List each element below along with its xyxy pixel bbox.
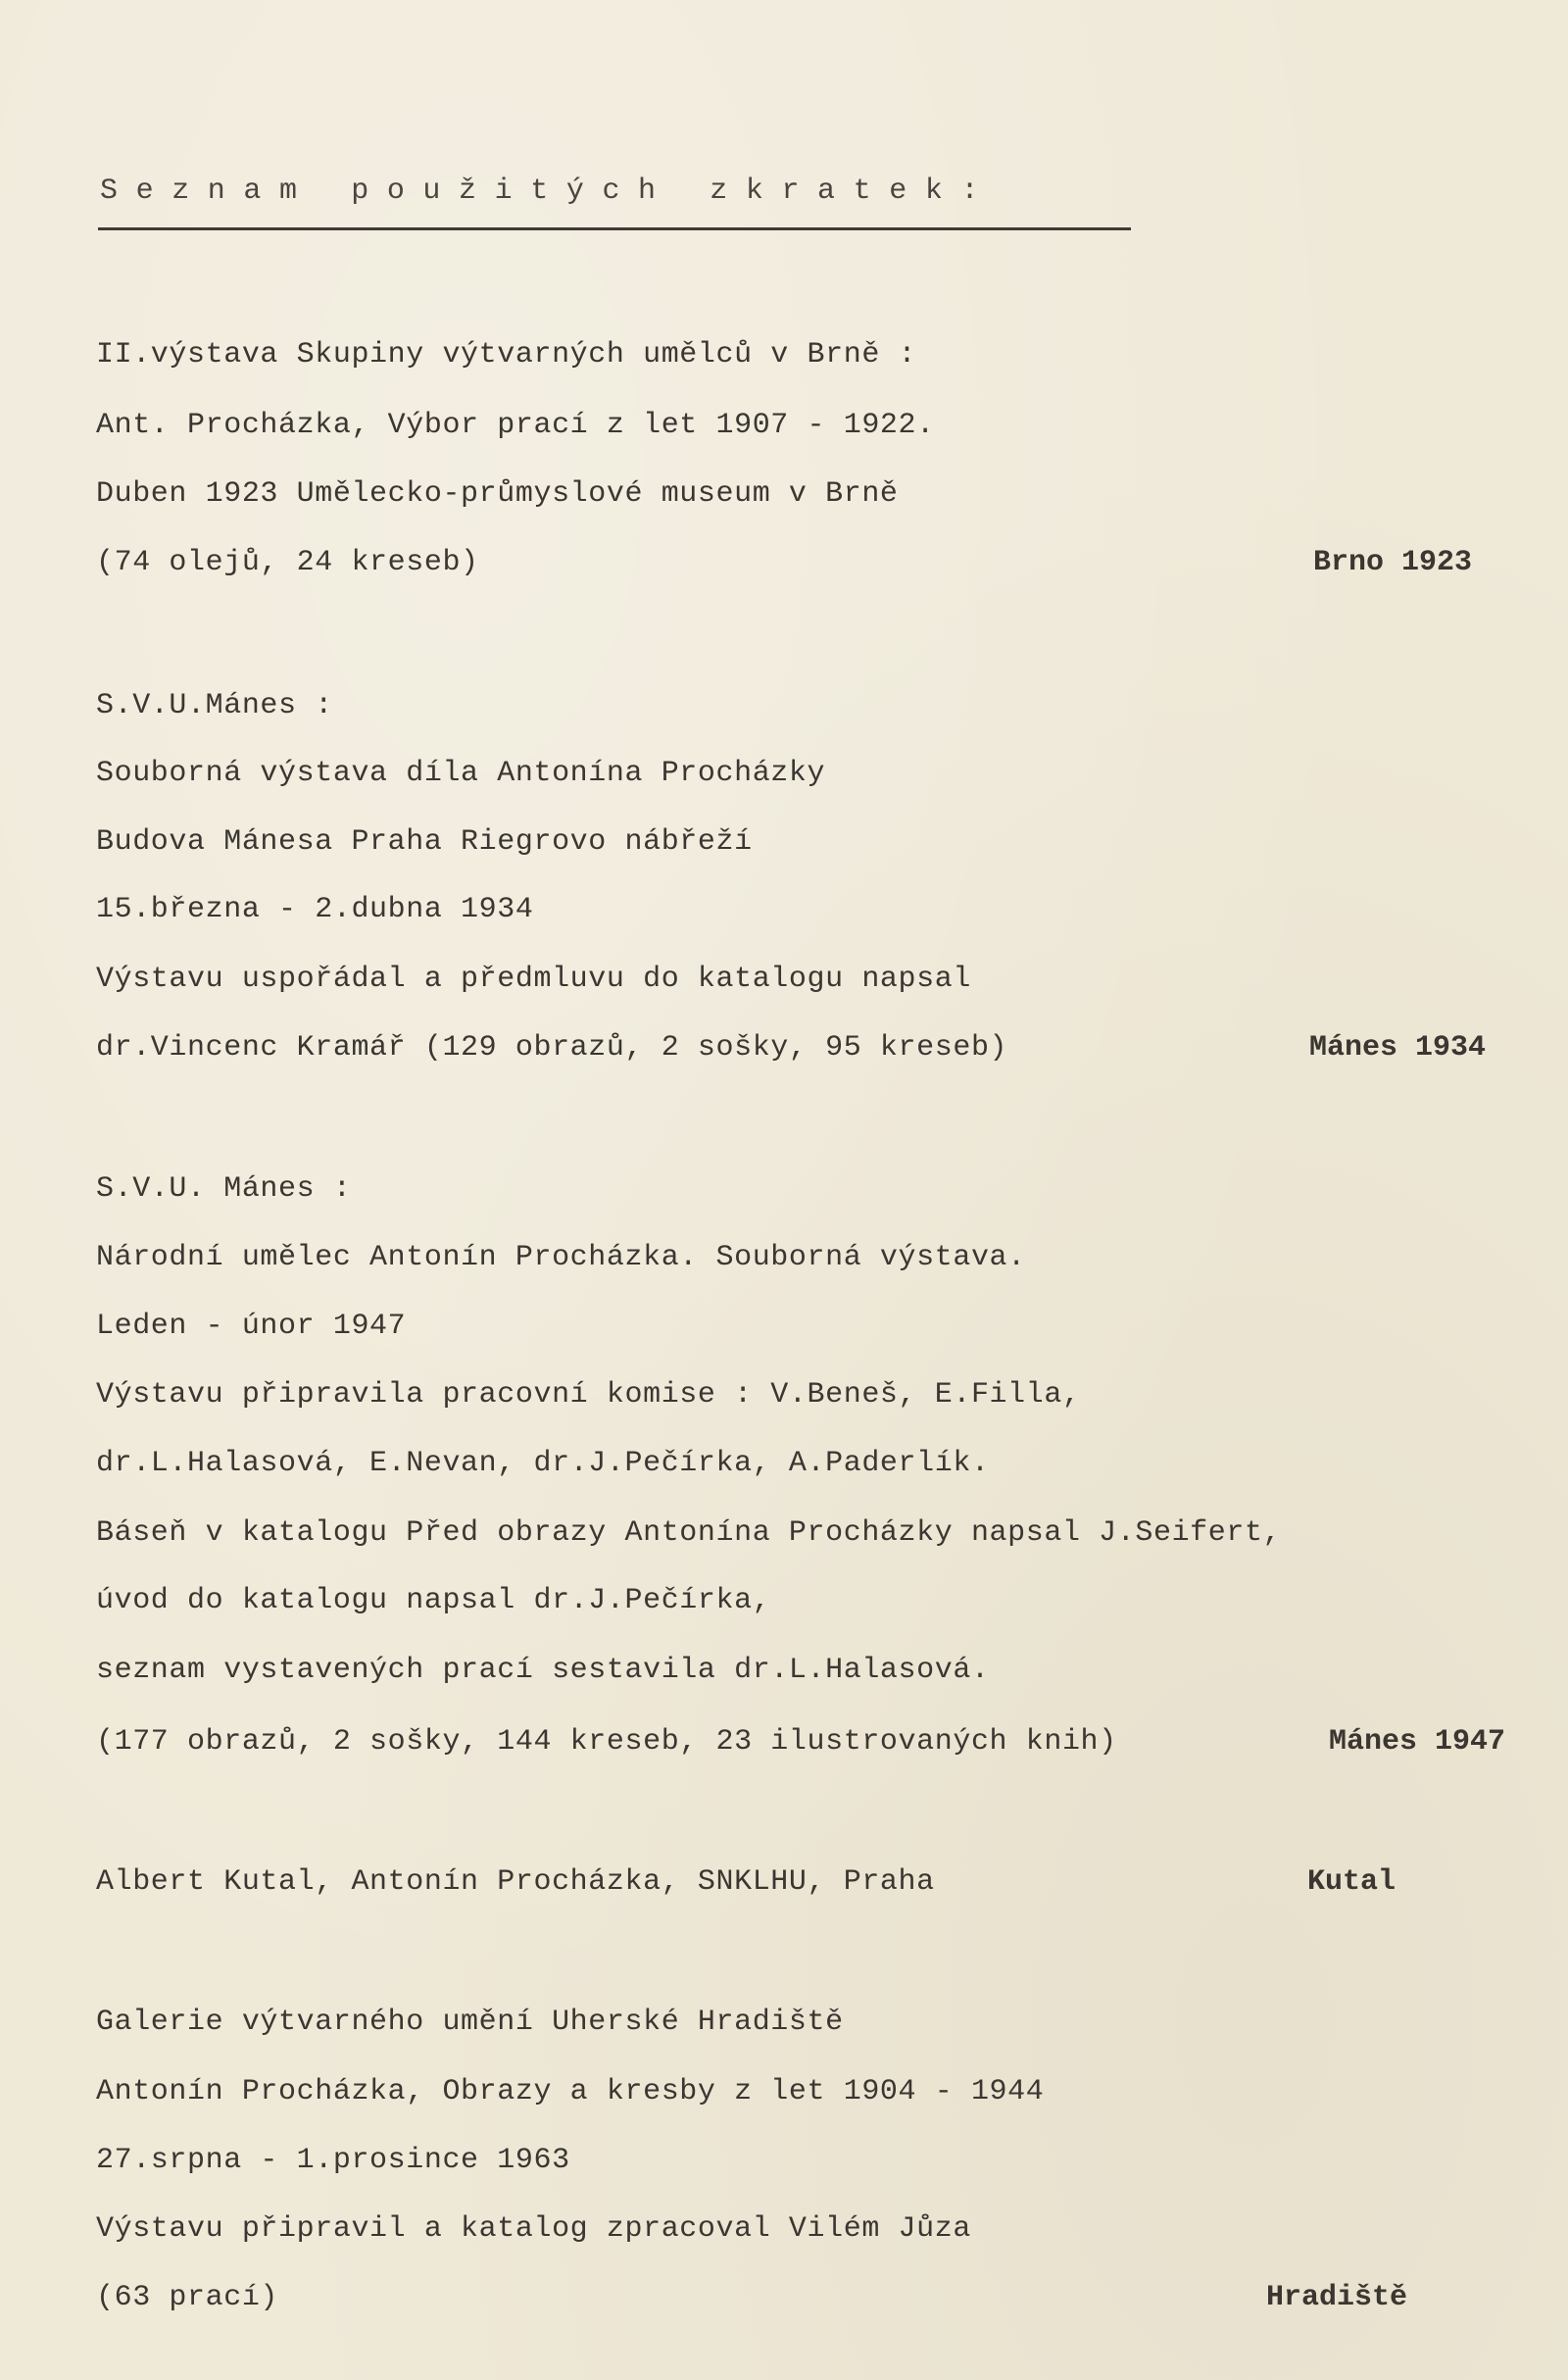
- entry-3-line-7: úvod do katalogu napsal dr.J.Pečírka,: [96, 1584, 771, 1617]
- entry-2-line-3: Budova Mánesa Praha Riegrovo nábřeží: [96, 825, 753, 859]
- entry-2-abbreviation: Mánes 1934: [1309, 1031, 1487, 1065]
- entry-3-line-9: (177 obrazů, 2 sošky, 144 kreseb, 23 ilustrovaných knih): [96, 1725, 1117, 1759]
- entry-1-abbreviation: Brno 1923: [1313, 546, 1473, 579]
- entry-2-line-2: Souborná výstava díla Antonína Procházky: [96, 757, 826, 790]
- entry-4-abbreviation: Kutal: [1307, 1865, 1396, 1899]
- entry-1-line-4: (74 olejů, 24 kreseb): [96, 546, 479, 579]
- entry-3-line-3: Leden - únor 1947: [96, 1310, 407, 1343]
- entry-5-abbreviation: Hradiště: [1266, 2281, 1408, 2314]
- entry-3-abbreviation: Mánes 1947: [1329, 1725, 1506, 1759]
- entry-1-line-1: II.výstava Skupiny výtvarných umělců v Brně :: [96, 338, 917, 372]
- page-heading: Seznam použitých zkratek:: [100, 174, 998, 208]
- entry-3-line-4: Výstavu připravila pracovní komise : V.Beneš, E.Filla,: [96, 1378, 1081, 1412]
- entry-5-line-4: Výstavu připravil a katalog zpracoval Vilém Jůza: [96, 2212, 971, 2246]
- entry-2-line-6: dr.Vincenc Kramář (129 obrazů, 2 sošky, 95 kreseb): [96, 1031, 1008, 1065]
- entry-5-line-3: 27.srpna - 1.prosince 1963: [96, 2144, 570, 2177]
- entry-3-line-1: S.V.U. Mánes :: [96, 1172, 352, 1206]
- entry-5-line-2: Antonín Procházka, Obrazy a kresby z let 1904 - 1944: [96, 2075, 1045, 2108]
- entry-2-line-1: S.V.U.Mánes :: [96, 689, 333, 722]
- entry-2-line-5: Výstavu uspořádal a předmluvu do katalogu napsal: [96, 963, 971, 996]
- entry-1-line-3: Duben 1923 Umělecko-průmyslové museum v Brně: [96, 477, 899, 511]
- entry-3-line-6: Báseň v katalogu Před obrazy Antonína Procházky napsal J.Seifert,: [96, 1516, 1282, 1550]
- entry-5-line-1: Galerie výtvarného umění Uherské Hradiště: [96, 2006, 844, 2039]
- entry-3-line-2: Národní umělec Antonín Procházka. Souborná výstava.: [96, 1241, 1026, 1274]
- entry-1-line-2: Ant. Procházka, Výbor prací z let 1907 - 1922.: [96, 409, 935, 442]
- entry-4-line-1: Albert Kutal, Antonín Procházka, SNKLHU, Praha: [96, 1865, 935, 1899]
- entry-2-line-4: 15.března - 2.dubna 1934: [96, 893, 534, 926]
- entry-3-line-5: dr.L.Halasová, E.Nevan, dr.J.Pečírka, A.Paderlík.: [96, 1447, 990, 1480]
- entry-5-line-5: (63 prací): [96, 2281, 279, 2314]
- heading-underline: [98, 227, 1131, 230]
- entry-3-line-8: seznam vystavených prací sestavila dr.L.Halasová.: [96, 1654, 990, 1687]
